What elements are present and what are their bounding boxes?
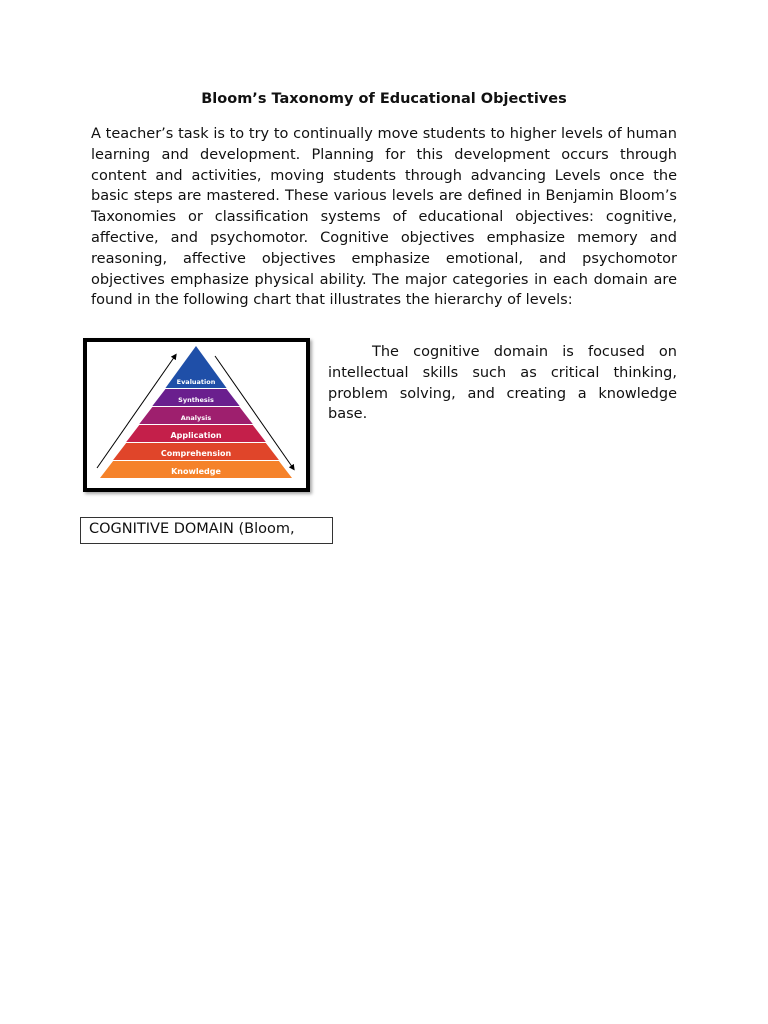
pyramid-level-label: Evaluation <box>176 378 216 386</box>
pyramid-level-label: Analysis <box>180 414 212 422</box>
pyramid-level-label: Synthesis <box>178 396 214 404</box>
intro-paragraph: A teacher’s task is to try to continually move students to higher levels of human learning and development. Planning for this development occurs through content and activities, moving students through advancing Levels once the basic steps are mastered. These various levels are defined in Benjamin Bloom’s Taxonomies or classification systems of educational objectives: cognitive, affective, and psychomotor. Cognitive objectives emphasize memory and reasoning, affective objectives emphasize emotional, and psychomotor objectives emphasize physical ability. The major categories in each domain are found in the following chart that illustrates the hierarchy of levels: <box>91 126 677 309</box>
pyramid-level-label: Application <box>170 431 222 440</box>
pyramid-level-label: Knowledge <box>171 467 221 476</box>
side-paragraph: The cognitive domain is focused on intellectual skills such as critical thinking, problem solving, and creating a knowledge base. <box>328 344 677 423</box>
bloom-pyramid-figure <box>83 338 310 492</box>
pyramid-level-label: Comprehension <box>160 449 232 458</box>
pyramid-graphic <box>87 342 306 488</box>
cognitive-domain-label: COGNITIVE DOMAIN (Bloom, <box>80 517 333 544</box>
document-title: Bloom’s Taxonomy of Educational Objectives <box>201 91 567 107</box>
